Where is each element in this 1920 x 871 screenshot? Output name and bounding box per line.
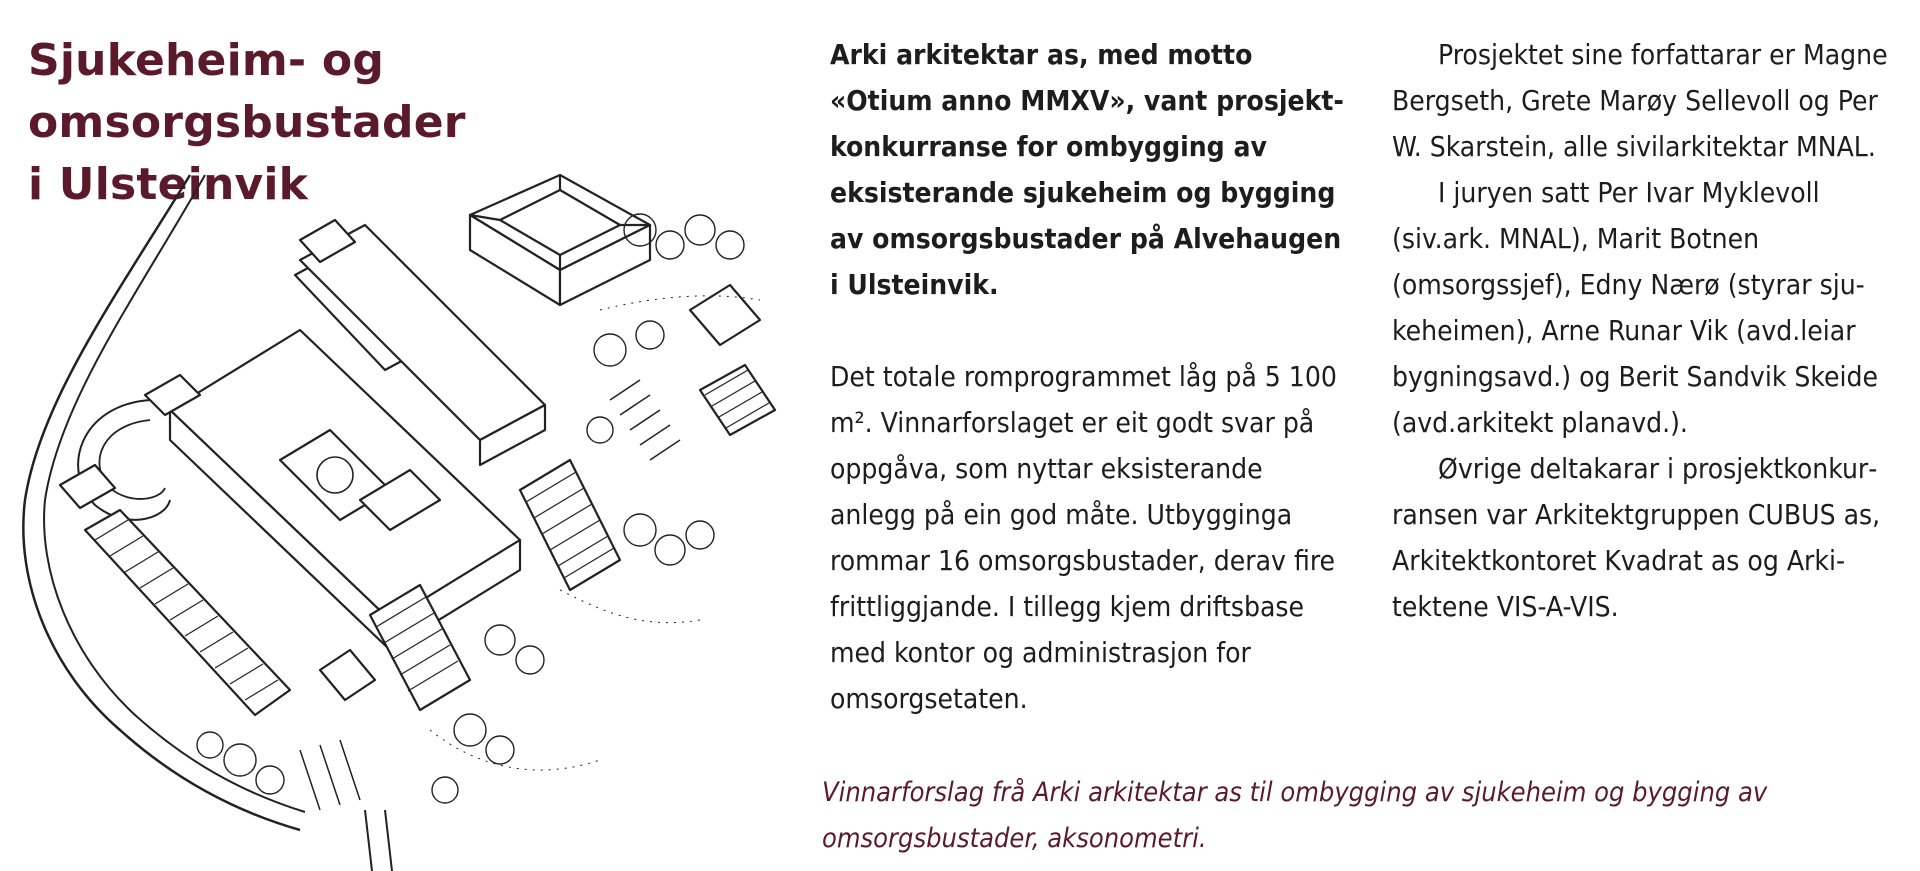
body-paragraph-1: Det totale romprogrammet låg på 5 100 m². Vinnarforslaget er eit godt svar på oppgåva, som nyttar eksisterande anlegg på ein god måte. Utbygginga rommar 16 omsorgsbustader, derav fire frittliggjande. I tillegg kjem driftsbase med kontor og administrasjon for omsorgsetaten. xyxy=(830,360,1337,715)
body-paragraph-3: I juryen satt Per Ivar Myklevoll (siv.ark. MNAL), Marit Botnen (omsorgssjef), Edny Nærø (styrar sjukeheimen), Arne Runar Vik (avd.leiar bygningsavd.) og Berit Sandvik Skeide (avd.arkitekt planavd.). xyxy=(1392,176,1878,439)
title-line-1: Sjukeheim- og omsorgsbustader xyxy=(28,35,466,148)
title-line-2: i Ulsteinvik xyxy=(28,159,309,210)
body-paragraph-2: Prosjektet sine forfattarar er Magne Bergseth, Grete Marøy Sellevoll og Per W. Skarstein, alle sivilarkitektar MNAL. xyxy=(1392,38,1888,163)
text-column-right xyxy=(1392,32,1912,630)
body-paragraph-4: Øvrige deltakarar i prosjektkonkurransen var Arkitektgruppen CUBUS as, Arkitektkontoret Kvadrat as og Arkitektene VIS-A-VIS. xyxy=(1392,452,1881,623)
figure-caption: Vinnarforslag frå Arki arkitektar as til ombygging av sjukeheim og bygging av omsorgsbustader, aksonometri. xyxy=(822,777,1768,854)
text-column-middle xyxy=(830,32,1350,722)
lead-paragraph: Arki arkitektar as, med motto «Otium anno MMXV», vant prosjektkonkurranse for ombygging av eksisterande sjukeheim og bygging av omsorgsbustader på Alvehaugen i Ulsteinvik. xyxy=(830,38,1344,301)
axonometric-site-drawing xyxy=(0,170,790,871)
